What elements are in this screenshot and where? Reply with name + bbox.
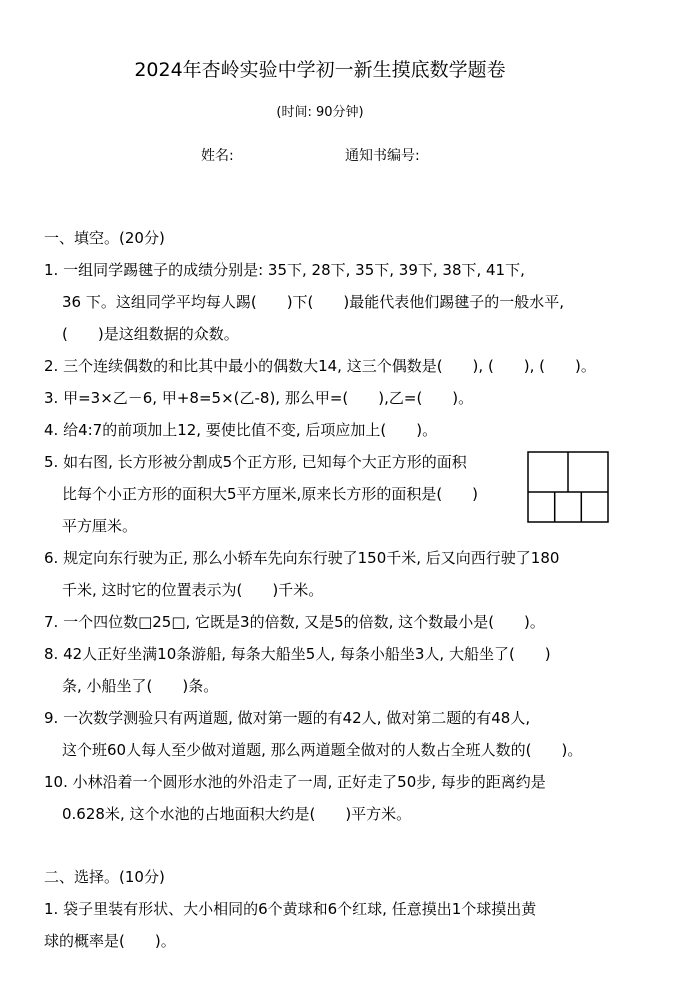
question-1-line-1: 1. 一组同学踢毽子的成绩分别是: 35下, 28下, 35下, 39下, 38下, 41下, [44,261,525,279]
question-10-line-1: 10. 小林沿着一个圆形水池的外沿走了一周, 正好走了50步, 每步的距离约是 [44,773,546,791]
question-2: 2. 三个连续偶数的和比其中最小的偶数大14, 这三个偶数是( ), ( ), ( )。 [44,357,596,375]
question-3: 3. 甲=3×乙－6, 甲+8=5×(乙-8), 那么甲=( ),乙=( )。 [44,389,474,407]
exam-duration: (时间: 90分钟) [276,105,364,120]
question-9-line-1: 9. 一次数学测验只有两道题, 做对第一题的有42人, 做对第二题的有48人, [44,709,531,727]
question-8-line-2: 条, 小船坐了( )条。 [62,677,219,695]
page-title: 2024年杏岭实验中学初一新生摸底数学题卷 [134,59,506,81]
question-5-line-3: 平方厘米。 [62,517,138,535]
rectangle-squares-figure [527,451,609,523]
question-5-line-1: 5. 如右图, 长方形被分割成5个正方形, 已知每个大正方形的面积 [44,453,467,471]
question-1-line-2: 36 下。这组同学平均每人踢( )下( )最能代表他们踢毽子的一般水平, [62,293,565,311]
question-8-line-1: 8. 42人正好坐满10条游船, 每条大船坐5人, 每条小船坐3人, 大船坐了( ) [44,645,551,663]
choice-question-1-line-2: 球的概率是( )。 [44,932,176,950]
question-5-line-2: 比每个小正方形的面积大5平方厘米,原来长方形的面积是( ) [62,485,479,503]
question-9-line-2: 这个班60人每人至少做对道题, 那么两道题全做对的人数占全班人数的( )。 [62,741,583,759]
section-choice-heading: 二、选择。(10分) [44,868,165,886]
section-fill-in-heading: 一、填空。(20分) [44,229,165,247]
question-4: 4. 给4:7的前项加上12, 要使比值不变, 后项应加上( )。 [44,421,438,439]
notice-number-label: 通知书编号: [345,148,420,164]
question-10-line-2: 0.628米, 这个水池的占地面积大约是( )平方米。 [62,805,412,823]
question-6-line-2: 千米, 这时它的位置表示为( )千米。 [62,581,324,599]
name-label: 姓名: [201,148,234,164]
question-7: 7. 一个四位数□25□, 它既是3的倍数, 又是5的倍数, 这个数最小是( )。 [44,613,545,631]
question-6-line-1: 6. 规定向东行驶为正, 那么小轿车先向东行驶了150千米, 后又向西行驶了180 [44,549,560,567]
question-1-line-3: ( )是这组数据的众数。 [62,325,239,343]
choice-question-1-line-1: 1. 袋子里装有形状、大小相同的6个黄球和6个红球, 任意摸出1个球摸出黄 [44,900,537,918]
